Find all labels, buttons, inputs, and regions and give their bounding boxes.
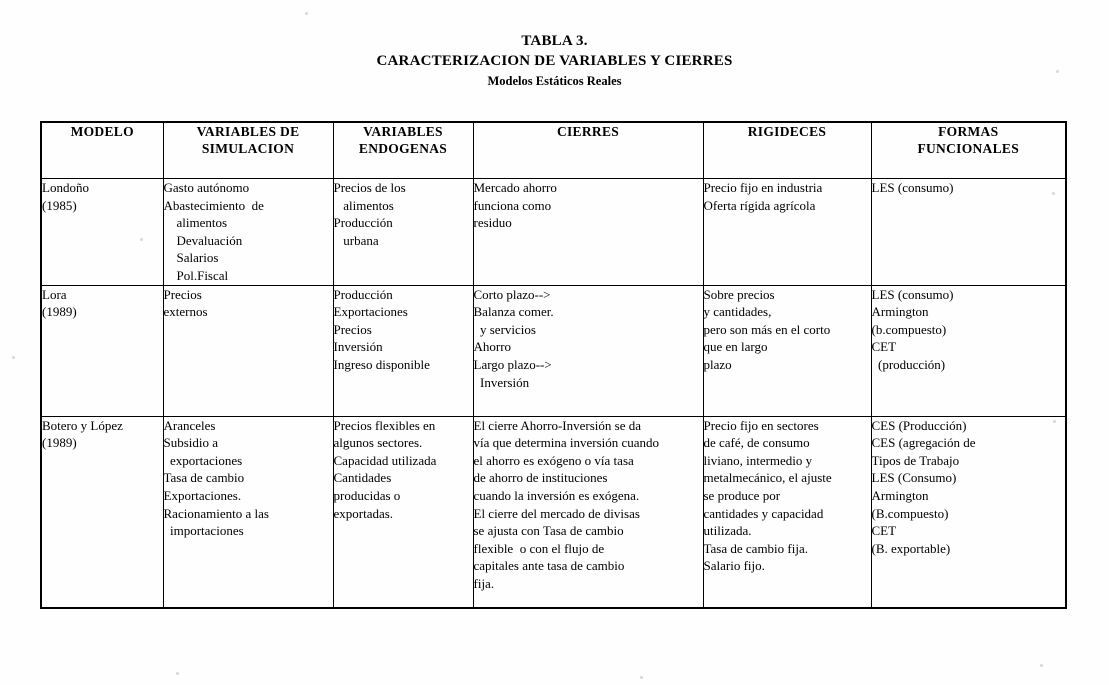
scan-speck <box>12 356 15 359</box>
column-header-variables-endogenas: VARIABLES ENDOGENAS <box>333 122 473 179</box>
scan-speck <box>640 676 643 679</box>
column-header-formas-funcionales: FORMAS FUNCIONALES <box>871 122 1066 179</box>
cell-cierres: Corto plazo--> Balanza comer. y servicios Ahorro Largo plazo--> Inversión <box>473 285 703 416</box>
cell-variables-endogenas: Precios flexibles en algunos sectores. Capacidad utilizada Cantidades producidas o exportadas. <box>333 416 473 608</box>
cell-formas-funcionales: LES (consumo) Armington (b.compuesto) CET (producción) <box>871 285 1066 416</box>
scan-speck <box>305 12 308 15</box>
column-header-variables-simulacion: VARIABLES DE SIMULACION <box>163 122 333 179</box>
column-header-modelo: MODELO <box>41 122 163 179</box>
cell-modelo: Londoño (1985) <box>41 179 163 286</box>
cell-modelo: Botero y López (1989) <box>41 416 163 608</box>
table-row <box>41 416 1066 608</box>
cell-variables-simulacion: Aranceles Subsidio a exportaciones Tasa de cambio Exportaciones. Racionamiento a las importaciones <box>163 416 333 608</box>
cell-formas-funcionales: CES (Producción) CES (agregación de Tipos de Trabajo LES (Consumo) Armington (B.compuesto) CET (B. exportable) <box>871 416 1066 608</box>
cell-variables-endogenas: Producción Exportaciones Precios Inversión Ingreso disponible <box>333 285 473 416</box>
cell-formas-funcionales: LES (consumo) <box>871 179 1066 286</box>
table-number: TABLA 3. <box>521 33 588 49</box>
cell-rigideces: Precio fijo en sectores de café, de consumo liviano, intermedio y metalmecánico, el ajuste se produce por cantidades y capacidad utilizada. Tasa de cambio fija. Salario fijo. <box>703 416 871 608</box>
cell-rigideces: Precio fijo en industria Oferta rígida agrícola <box>703 179 871 286</box>
cell-modelo: Lora (1989) <box>41 285 163 416</box>
column-header-cierres: CIERRES <box>473 122 703 179</box>
scan-speck <box>176 672 179 675</box>
table-subcaption: Modelos Estáticos Reales <box>487 74 622 88</box>
cell-variables-simulacion: Gasto autónomo Abastecimiento de alimentos Devaluación Salarios Pol.Fiscal <box>163 179 333 286</box>
cell-rigideces: Sobre precios y cantidades, pero son más en el corto que en largo plazo <box>703 285 871 416</box>
cell-variables-simulacion: Precios externos <box>163 285 333 416</box>
table-row <box>41 285 1066 416</box>
column-header-rigideces: RIGIDECES <box>703 122 871 179</box>
table-header-row <box>41 122 1066 179</box>
table-caption: CARACTERIZACION DE VARIABLES Y CIERRES <box>376 53 733 69</box>
table-title-block <box>0 32 1109 91</box>
cell-cierres: El cierre Ahorro-Inversión se da vía que determina inversión cuando el ahorro es exógeno o vía tasa de ahorro de instituciones cuando la inversión es exógena. El cierre del mercado de divisas se ajusta con Tasa de cambio flexible o con el flujo de capitales ante tasa de cambio fija. <box>473 416 703 608</box>
scan-speck <box>1040 664 1043 667</box>
table-row <box>41 179 1066 286</box>
cell-cierres: Mercado ahorro funciona como residuo <box>473 179 703 286</box>
cell-variables-endogenas: Precios de los alimentos Producción urbana <box>333 179 473 286</box>
characterization-table <box>40 121 1067 609</box>
